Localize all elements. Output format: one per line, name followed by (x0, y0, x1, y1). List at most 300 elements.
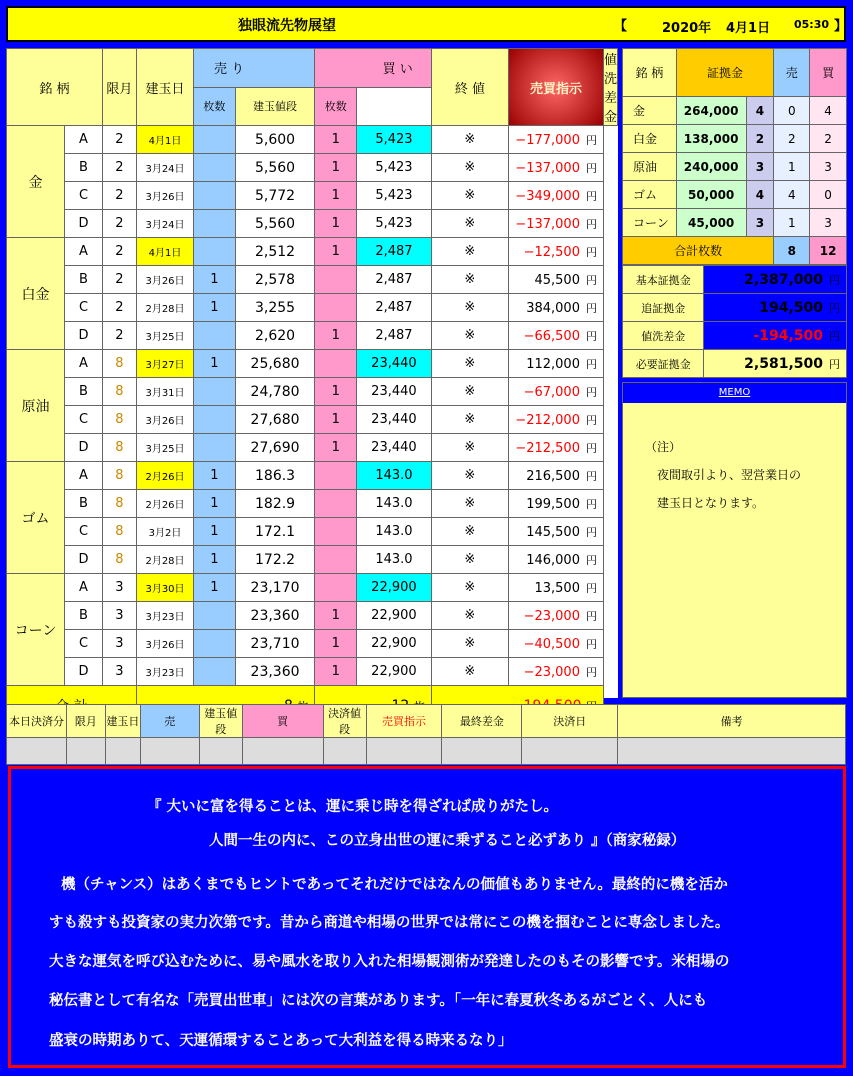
entry-date-cell: 3月30日 (136, 574, 193, 602)
table-row (7, 630, 618, 658)
memo-panel (622, 382, 847, 698)
table-row (7, 294, 618, 322)
margin-panel (622, 48, 847, 378)
close-price-cell: 22,900 (357, 602, 432, 630)
brand-cell: 白金 (7, 238, 65, 350)
entry-price-cell: 2,620 (235, 322, 315, 350)
settlement-header: 備考 (618, 705, 846, 738)
summary-value: 194,500 (759, 299, 823, 316)
signal-cell: ※ (431, 406, 508, 434)
sub-label: C (65, 182, 103, 210)
quote-line-4: すも殺すも投資家の実力次第です。昔から商道や相場の世界では常にこの機を掴むことに専念しました。 (49, 915, 730, 931)
entry-price-cell: 27,690 (235, 434, 315, 462)
pnl-cell (508, 238, 603, 266)
sell-qty-cell (194, 630, 236, 658)
buy-qty-cell: 1 (315, 630, 357, 658)
pnl-yen: 円 (585, 133, 597, 147)
month-cell: 2 (102, 322, 136, 350)
summary-label: 基本証拠金 (623, 266, 704, 294)
sub-label: D (65, 434, 103, 462)
margin-sell: 0 (774, 97, 810, 125)
positions-table-wrap (6, 48, 618, 698)
month-cell: 3 (102, 658, 136, 686)
settlement-cell (618, 738, 846, 765)
entry-price-cell: 5,560 (235, 210, 315, 238)
table-row (7, 182, 618, 210)
pnl-value: 384,000 (526, 300, 580, 316)
sub-label: D (65, 658, 103, 686)
sub-label: B (65, 154, 103, 182)
signal-cell: ※ (431, 602, 508, 630)
signal-cell: ※ (431, 378, 508, 406)
side-header-sell: 売 (774, 49, 810, 97)
sell-qty-cell (194, 182, 236, 210)
signal-cell: ※ (431, 658, 508, 686)
signal-cell: ※ (431, 490, 508, 518)
summary-value-cell (704, 350, 847, 378)
settlement-cell (7, 738, 67, 765)
sub-label: A (65, 126, 103, 154)
pnl-cell (508, 518, 603, 546)
quote-line-7: 盛衰の時期ありて、天運循環することあって大利益を得る時来るなり」 (49, 1033, 513, 1049)
signal-cell: ※ (431, 210, 508, 238)
pnl-cell (508, 294, 603, 322)
table-row (7, 266, 618, 294)
signal-cell: ※ (431, 518, 508, 546)
settlement-header: 最終差金 (442, 705, 522, 738)
sub-label: B (65, 490, 103, 518)
margin-value: 240,000 (676, 153, 746, 181)
settlement-cell (105, 738, 140, 765)
buy-qty-cell: 1 (315, 210, 357, 238)
sub-label: A (65, 574, 103, 602)
margin-brand: 金 (623, 97, 677, 125)
close-price-cell: 2,487 (357, 294, 432, 322)
signal-cell: ※ (431, 154, 508, 182)
entry-date-cell: 3月26日 (136, 630, 193, 658)
margin-value: 50,000 (676, 181, 746, 209)
summary-row (623, 322, 847, 350)
signal-cell: ※ (431, 546, 508, 574)
pnl-value: −177,000 (515, 132, 580, 148)
month-cell: 8 (102, 434, 136, 462)
entry-date-cell: 3月25日 (136, 434, 193, 462)
buy-qty-cell: 1 (315, 658, 357, 686)
brand-cell: コーン (7, 574, 65, 686)
quote-line-6: 秘伝書として有名な「売買出世車」には次の言葉があります。「一年に春夏秋冬あるがごとく、人にも (49, 993, 708, 1009)
pnl-yen: 円 (585, 441, 597, 455)
header-brand: 銘 柄 (7, 49, 103, 126)
pnl-value: 45,500 (534, 272, 580, 288)
side-total-sell: 8 (774, 237, 810, 265)
pnl-value: −212,000 (515, 412, 580, 428)
settlement-cell (522, 738, 618, 765)
sub-label: A (65, 238, 103, 266)
buy-qty-cell (315, 294, 357, 322)
margin-value: 45,000 (676, 209, 746, 237)
sell-qty-cell: 1 (194, 546, 236, 574)
entry-price-cell: 172.2 (235, 546, 315, 574)
pnl-yen: 円 (585, 273, 597, 287)
side-header-brand: 銘 柄 (623, 49, 677, 97)
pnl-cell (508, 434, 603, 462)
summary-table (622, 265, 847, 378)
positions-table (6, 48, 618, 726)
close-price-cell: 143.0 (357, 546, 432, 574)
buy-qty-cell (315, 518, 357, 546)
margin-sell: 4 (774, 181, 810, 209)
settlement-cell (242, 738, 323, 765)
pnl-cell (508, 630, 603, 658)
summary-value-cell (704, 294, 847, 322)
summary-row (623, 294, 847, 322)
pnl-yen: 円 (585, 329, 597, 343)
entry-date-cell: 3月25日 (136, 322, 193, 350)
pnl-yen: 円 (585, 637, 597, 651)
summary-value: 2,387,000 (744, 271, 823, 288)
sell-qty-cell: 1 (194, 490, 236, 518)
summary-value: 2,581,500 (744, 355, 823, 372)
margin-row (623, 153, 847, 181)
pnl-yen: 円 (585, 217, 597, 231)
pnl-cell (508, 322, 603, 350)
header-year: 2020年 (662, 21, 712, 36)
table-row (7, 602, 618, 630)
entry-price-cell: 3,255 (235, 294, 315, 322)
buy-qty-cell (315, 462, 357, 490)
pnl-cell (508, 546, 603, 574)
margin-buy: 2 (810, 125, 847, 153)
quote-line-5: 大きな運気を呼び込むために、易や風水を取り入れた相場観測術が発達したのもその影響です。米相場の (49, 954, 730, 970)
buy-qty-cell (315, 350, 357, 378)
side-header-margin: 証拠金 (676, 49, 774, 97)
month-cell: 2 (102, 238, 136, 266)
sell-qty-cell (194, 154, 236, 182)
pnl-value: −349,000 (515, 188, 580, 204)
quote-box (8, 766, 846, 1068)
pnl-cell (508, 266, 603, 294)
sub-label: B (65, 602, 103, 630)
buy-qty-cell: 1 (315, 322, 357, 350)
entry-price-cell: 23,360 (235, 602, 315, 630)
margin-brand: 白金 (623, 125, 677, 153)
table-row (7, 518, 618, 546)
pnl-cell (508, 406, 603, 434)
entry-date-cell: 3月27日 (136, 350, 193, 378)
settlement-header: 本日決済分 (7, 705, 67, 738)
entry-date-cell: 3月24日 (136, 154, 193, 182)
margin-row (623, 209, 847, 237)
page-title: 独眼流先物展望 (238, 18, 336, 34)
header-buy: 買 い (315, 49, 431, 88)
margin-row (623, 125, 847, 153)
sub-label: D (65, 210, 103, 238)
pnl-value: 145,500 (526, 524, 580, 540)
close-price-cell: 5,423 (357, 210, 432, 238)
pnl-cell (508, 182, 603, 210)
entry-date-cell: 3月31日 (136, 378, 193, 406)
quote-line-3: 機（チャンス）はあくまでもヒントであってそれだけではなんの価値もありません。最終的に機を活か (61, 877, 728, 893)
entry-price-cell: 186.3 (235, 462, 315, 490)
pnl-yen: 円 (585, 665, 597, 679)
table-row (7, 378, 618, 406)
pnl-yen: 円 (585, 357, 597, 371)
sell-qty-cell: 1 (194, 574, 236, 602)
side-header-buy: 買 (810, 49, 847, 97)
margin-units: 3 (746, 209, 774, 237)
month-cell: 8 (102, 490, 136, 518)
entry-price-cell: 5,560 (235, 154, 315, 182)
table-row (7, 546, 618, 574)
brand-cell: ゴム (7, 462, 65, 574)
close-price-cell: 22,900 (357, 574, 432, 602)
settlement-header: 建玉日 (105, 705, 140, 738)
entry-date-cell: 3月26日 (136, 406, 193, 434)
close-price-cell: 143.0 (357, 490, 432, 518)
settlement-header: 限月 (66, 705, 105, 738)
pnl-cell (508, 210, 603, 238)
entry-date-cell: 3月26日 (136, 266, 193, 294)
table-row (7, 574, 618, 602)
header-entry-price: 建玉値段 (235, 87, 315, 126)
close-price-cell: 23,440 (357, 406, 432, 434)
buy-qty-cell (315, 546, 357, 574)
sell-qty-cell (194, 602, 236, 630)
sub-label: A (65, 350, 103, 378)
margin-units: 2 (746, 125, 774, 153)
month-cell: 8 (102, 378, 136, 406)
settlement-table (6, 704, 846, 765)
close-price-cell: 23,440 (357, 378, 432, 406)
sub-label: B (65, 378, 103, 406)
settlement-header: 売 (140, 705, 199, 738)
entry-date-cell: 3月23日 (136, 602, 193, 630)
entry-date-cell: 2月28日 (136, 294, 193, 322)
memo-title[interactable]: MEMO (623, 383, 846, 403)
table-row (7, 434, 618, 462)
pnl-value: 112,000 (526, 356, 580, 372)
margin-buy: 0 (810, 181, 847, 209)
summary-value: -194,500 (753, 327, 823, 344)
close-price-cell: 22,900 (357, 630, 432, 658)
sell-qty-cell (194, 378, 236, 406)
margin-sell: 1 (774, 209, 810, 237)
buy-qty-cell: 1 (315, 434, 357, 462)
summary-yen: 円 (829, 357, 840, 371)
settlement-cell (199, 738, 242, 765)
entry-date-cell: 3月24日 (136, 210, 193, 238)
margin-buy: 4 (810, 97, 847, 125)
sub-label: C (65, 294, 103, 322)
sub-label: A (65, 462, 103, 490)
brand-cell: 金 (7, 126, 65, 238)
buy-qty-cell (315, 574, 357, 602)
settlement-header: 買 (242, 705, 323, 738)
sell-qty-cell (194, 658, 236, 686)
sell-qty-cell: 1 (194, 294, 236, 322)
signal-cell: ※ (431, 322, 508, 350)
margin-buy: 3 (810, 209, 847, 237)
side-total-label: 合計枚数 (623, 237, 774, 265)
signal-cell: ※ (431, 350, 508, 378)
entry-price-cell: 182.9 (235, 490, 315, 518)
entry-date-cell: 2月26日 (136, 490, 193, 518)
margin-units: 4 (746, 97, 774, 125)
entry-date-cell: 2月28日 (136, 546, 193, 574)
pnl-yen: 円 (585, 469, 597, 483)
pnl-value: 199,500 (526, 496, 580, 512)
table-row (7, 238, 618, 266)
buy-qty-cell: 1 (315, 126, 357, 154)
buy-qty-cell (315, 266, 357, 294)
entry-price-cell: 23,170 (235, 574, 315, 602)
pnl-yen: 円 (585, 413, 597, 427)
margin-value: 264,000 (676, 97, 746, 125)
table-row (7, 210, 618, 238)
settlement-header: 決済値段 (323, 705, 366, 738)
month-cell: 8 (102, 462, 136, 490)
pnl-value: 13,500 (534, 580, 580, 596)
pnl-value: −12,500 (523, 244, 580, 260)
quote-line-2: 人間一生の内に、この立身出世の運に乗ずること必ずあり 』（商家秘録） (209, 833, 686, 849)
settlement-cell (366, 738, 442, 765)
pnl-cell (508, 378, 603, 406)
bracket-open: 【 (614, 19, 628, 34)
summary-row (623, 266, 847, 294)
close-price-cell: 2,487 (357, 266, 432, 294)
signal-cell: ※ (431, 462, 508, 490)
pnl-value: −212,500 (515, 440, 580, 456)
table-row (7, 126, 618, 154)
month-cell: 8 (102, 546, 136, 574)
sub-label: D (65, 546, 103, 574)
entry-date-cell: 3月2日 (136, 518, 193, 546)
settlement-cell (66, 738, 105, 765)
margin-row (623, 181, 847, 209)
margin-sell: 1 (774, 153, 810, 181)
entry-date-cell: 4月1日 (136, 238, 193, 266)
entry-price-cell: 23,360 (235, 658, 315, 686)
entry-price-cell: 23,710 (235, 630, 315, 658)
table-row (7, 490, 618, 518)
table-row (7, 154, 618, 182)
sell-qty-cell (194, 238, 236, 266)
entry-price-cell: 2,578 (235, 266, 315, 294)
close-price-cell: 5,423 (357, 182, 432, 210)
sell-qty-cell (194, 434, 236, 462)
close-price-cell: 143.0 (357, 462, 432, 490)
margin-buy: 3 (810, 153, 847, 181)
signal-cell: ※ (431, 630, 508, 658)
month-cell: 3 (102, 630, 136, 658)
month-cell: 8 (102, 350, 136, 378)
signal-cell: ※ (431, 126, 508, 154)
bracket-close: 】 (834, 19, 848, 34)
pnl-value: −23,000 (523, 608, 580, 624)
pnl-cell (508, 350, 603, 378)
header-date: 4月1日 (726, 21, 771, 36)
entry-date-cell: 3月23日 (136, 658, 193, 686)
signal-cell: ※ (431, 434, 508, 462)
pnl-cell (508, 462, 603, 490)
table-row (7, 462, 618, 490)
buy-qty-cell: 1 (315, 602, 357, 630)
memo-line-1: （注） (645, 440, 682, 454)
buy-qty-cell: 1 (315, 238, 357, 266)
sub-label: B (65, 266, 103, 294)
margin-units: 3 (746, 153, 774, 181)
table-row (7, 322, 618, 350)
entry-price-cell: 5,772 (235, 182, 315, 210)
summary-label: 追証拠金 (623, 294, 704, 322)
pnl-yen: 円 (585, 497, 597, 511)
header-bar (6, 6, 846, 42)
pnl-value: 216,500 (526, 468, 580, 484)
summary-yen: 円 (829, 301, 840, 315)
month-cell: 3 (102, 602, 136, 630)
margin-sell: 2 (774, 125, 810, 153)
signal-cell: ※ (431, 574, 508, 602)
header-entry-date: 建玉日 (136, 49, 193, 126)
pnl-yen: 円 (585, 385, 597, 399)
entry-date-cell: 2月26日 (136, 462, 193, 490)
month-cell: 2 (102, 154, 136, 182)
month-cell: 3 (102, 574, 136, 602)
entry-price-cell: 25,680 (235, 350, 315, 378)
sell-qty-cell: 1 (194, 462, 236, 490)
signal-cell: ※ (431, 238, 508, 266)
entry-price-cell: 2,512 (235, 238, 315, 266)
pnl-yen: 円 (585, 553, 597, 567)
settlement-header: 売買指示 (366, 705, 442, 738)
pnl-value: −66,500 (523, 328, 580, 344)
entry-price-cell: 24,780 (235, 378, 315, 406)
pnl-yen: 円 (585, 245, 597, 259)
entry-price-cell: 27,680 (235, 406, 315, 434)
sell-qty-cell: 1 (194, 350, 236, 378)
sell-qty-cell: 1 (194, 518, 236, 546)
summary-value-cell (704, 322, 847, 350)
table-row (7, 406, 618, 434)
table-row (7, 350, 618, 378)
signal-cell: ※ (431, 266, 508, 294)
pnl-yen: 円 (585, 609, 597, 623)
memo-body (645, 433, 801, 517)
summary-value-cell (704, 266, 847, 294)
close-price-cell: 5,423 (357, 126, 432, 154)
signal-cell: ※ (431, 294, 508, 322)
header-signal: 売買指示 (508, 49, 603, 126)
sell-qty-cell (194, 126, 236, 154)
close-price-cell: 2,487 (357, 322, 432, 350)
pnl-cell (508, 602, 603, 630)
close-price-cell: 5,423 (357, 154, 432, 182)
pnl-cell (508, 126, 603, 154)
margin-brand: 原油 (623, 153, 677, 181)
settlement-header: 決済日 (522, 705, 618, 738)
pnl-yen: 円 (585, 301, 597, 315)
margin-brand: コーン (623, 209, 677, 237)
entry-price-cell: 5,600 (235, 126, 315, 154)
signal-cell: ※ (431, 182, 508, 210)
sell-qty-cell (194, 322, 236, 350)
quote-line-1: 『 大いに富を得ることは、運に乗じ時を得ざれば成りがたし。 (147, 799, 559, 815)
pnl-yen: 円 (585, 161, 597, 175)
settlement-cell (323, 738, 366, 765)
buy-qty-cell: 1 (315, 154, 357, 182)
pnl-value: −137,000 (515, 160, 580, 176)
pnl-cell (508, 490, 603, 518)
